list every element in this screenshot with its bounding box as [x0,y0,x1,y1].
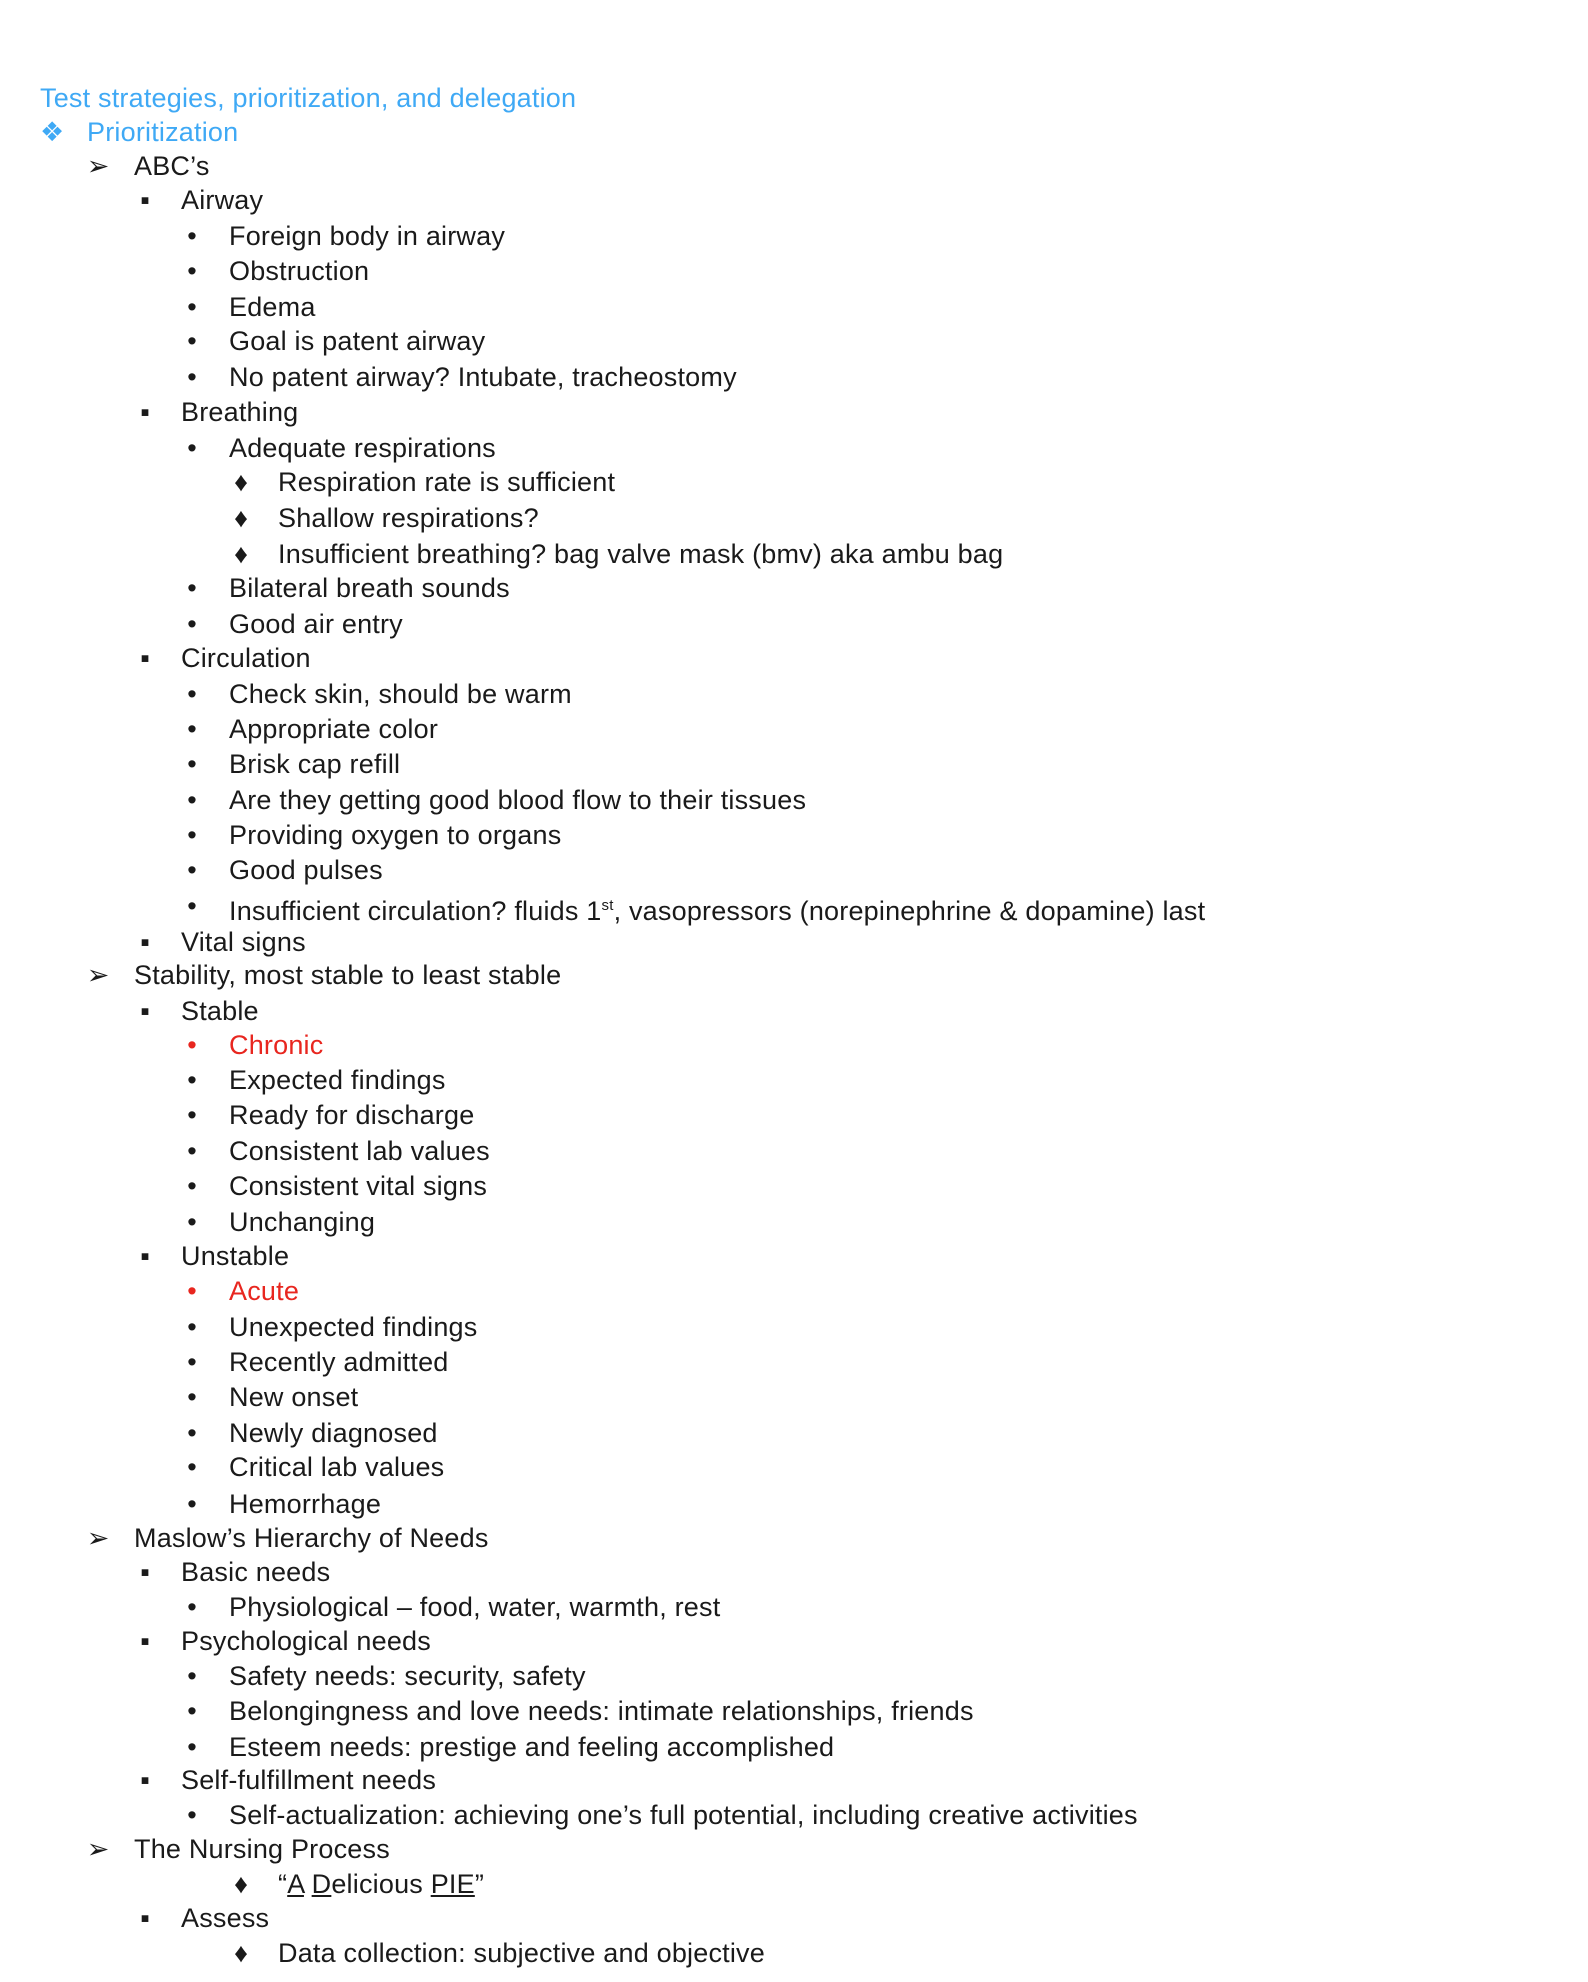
mnemonic-letter: D [311,1869,332,1899]
round-bullet-icon: • [187,1732,197,1762]
list-item: Are they getting good blood flow to their tissues [229,785,807,815]
list-item: Basic needs [181,1557,331,1587]
arrowhead-icon: ➢ [86,151,110,181]
square-bullet-icon: ▪ [140,1626,150,1656]
list-item: Consistent vital signs [229,1171,488,1201]
list-item: Respiration rate is sufficient [278,467,616,497]
square-bullet-icon: ▪ [140,397,150,427]
list-item: The Nursing Process [134,1834,390,1864]
list-item: Critical lab values [229,1452,445,1482]
round-bullet-icon: • [187,1452,197,1482]
round-bullet-icon: • [187,609,197,639]
list-item: Safety needs: security, safety [229,1661,586,1691]
list-item: Bilateral breath sounds [229,573,510,603]
list-item: Insufficient breathing? bag valve mask (bmv) aka ambu bag [278,539,1004,569]
square-bullet-icon: ▪ [140,1557,150,1587]
list-item: Esteem needs: prestige and feeling accomplished [229,1732,835,1762]
item-text [304,1869,312,1899]
list-item-highlight: Chronic [229,1030,324,1060]
round-bullet-icon: • [187,891,197,921]
square-bullet-icon: ▪ [140,1903,150,1933]
round-bullet-icon: • [187,1661,197,1691]
list-item: No patent airway? Intubate, tracheostomy [229,362,737,392]
round-bullet-icon: • [187,855,197,885]
list-item: Vital signs [181,927,306,957]
list-item: Check skin, should be warm [229,679,572,709]
item-text: elicious [331,1869,431,1899]
list-item: Psychological needs [181,1626,431,1656]
list-item: Assess [181,1903,270,1933]
list-item: Unchanging [229,1207,376,1237]
list-item-highlight: Acute [229,1276,300,1306]
list-item: Hemorrhage [229,1489,382,1519]
round-bullet-icon: • [187,1418,197,1448]
mnemonic-letter: PIE [430,1869,475,1899]
round-bullet-icon: • [187,1312,197,1342]
list-item: New onset [229,1382,359,1412]
item-text: , vasopressors (norepinephrine & dopamine) last [613,896,1206,926]
diamond-bullet-icon: ♦ [234,539,248,569]
list-item: Unexpected findings [229,1312,478,1342]
round-bullet-icon: • [187,221,197,251]
list-item: Breathing [181,397,299,427]
round-bullet-icon: • [187,1696,197,1726]
list-item: Airway [181,185,264,215]
arrowhead-icon: ➢ [86,1523,110,1553]
list-item: Maslow’s Hierarchy of Needs [134,1523,489,1553]
list-item: Good air entry [229,609,403,639]
diamond-four-icon: ❖ [40,117,65,147]
round-bullet-icon: • [187,1207,197,1237]
round-bullet-icon: • [187,1276,197,1306]
round-bullet-icon: • [187,1171,197,1201]
round-bullet-icon: • [187,1136,197,1166]
list-item: Newly diagnosed [229,1418,438,1448]
list-item [278,1867,484,1901]
list-item: Data collection: subjective and objective [278,1938,765,1968]
list-item: Providing oxygen to organs [229,820,562,850]
round-bullet-icon: • [187,1800,197,1830]
list-item: Unstable [181,1241,290,1271]
round-bullet-icon: • [187,1347,197,1377]
diamond-bullet-icon: ♦ [234,503,248,533]
list-item: Circulation [181,643,311,673]
list-item: Adequate respirations [229,433,496,463]
diamond-bullet-icon: ♦ [234,467,248,497]
round-bullet-icon: • [187,820,197,850]
round-bullet-icon: • [187,326,197,356]
round-bullet-icon: • [187,785,197,815]
round-bullet-icon: • [187,256,197,286]
square-bullet-icon: ▪ [140,643,150,673]
list-item: Edema [229,292,316,322]
list-item: Brisk cap refill [229,749,401,779]
mnemonic-letter: A [287,1869,304,1899]
square-bullet-icon: ▪ [140,1765,150,1795]
diamond-bullet-icon: ♦ [234,1938,248,1968]
round-bullet-icon: • [187,292,197,322]
list-item: Self-actualization: achieving one’s full potential, including creative activities [229,1800,1138,1830]
round-bullet-icon: • [187,433,197,463]
round-bullet-icon: • [187,679,197,709]
list-item: Ready for discharge [229,1100,475,1130]
list-item: Self-fulfillment needs [181,1765,437,1795]
section-heading: Prioritization [87,117,239,147]
list-item [229,889,1205,928]
round-bullet-icon: • [187,1100,197,1130]
square-bullet-icon: ▪ [140,1241,150,1271]
superscript: st [601,897,614,914]
list-item: Belongingness and love needs: intimate relationships, friends [229,1696,974,1726]
list-item: Recently admitted [229,1347,449,1377]
list-item: Foreign body in airway [229,221,506,251]
round-bullet-icon: • [187,1065,197,1095]
round-bullet-icon: • [187,362,197,392]
round-bullet-icon: • [187,1592,197,1622]
list-item: Good pulses [229,855,383,885]
list-item: Stable [181,996,259,1026]
round-bullet-icon: • [187,749,197,779]
square-bullet-icon: ▪ [140,185,150,215]
quote-mark: “ [278,1869,288,1899]
list-item: Goal is patent airway [229,326,486,356]
round-bullet-icon: • [187,573,197,603]
item-text: Insufficient circulation? fluids 1 [229,896,602,926]
document-title: Test strategies, prioritization, and delegation [40,83,577,113]
square-bullet-icon: ▪ [140,996,150,1026]
quote-mark: ” [474,1869,485,1899]
round-bullet-icon: • [187,1382,197,1412]
list-item: Consistent lab values [229,1136,490,1166]
diamond-bullet-icon: ♦ [234,1869,248,1899]
list-item: Stability, most stable to least stable [134,960,562,990]
round-bullet-icon: • [187,1030,197,1060]
list-item: Physiological – food, water, warmth, rest [229,1592,721,1622]
list-item: Obstruction [229,256,370,286]
round-bullet-icon: • [187,1489,197,1519]
arrowhead-icon: ➢ [86,1834,110,1864]
arrowhead-icon: ➢ [86,960,110,990]
round-bullet-icon: • [187,714,197,744]
list-item: Expected findings [229,1065,446,1095]
square-bullet-icon: ▪ [140,927,150,957]
list-item: ABC’s [134,151,210,181]
list-item: Shallow respirations? [278,503,539,533]
list-item: Appropriate color [229,714,439,744]
